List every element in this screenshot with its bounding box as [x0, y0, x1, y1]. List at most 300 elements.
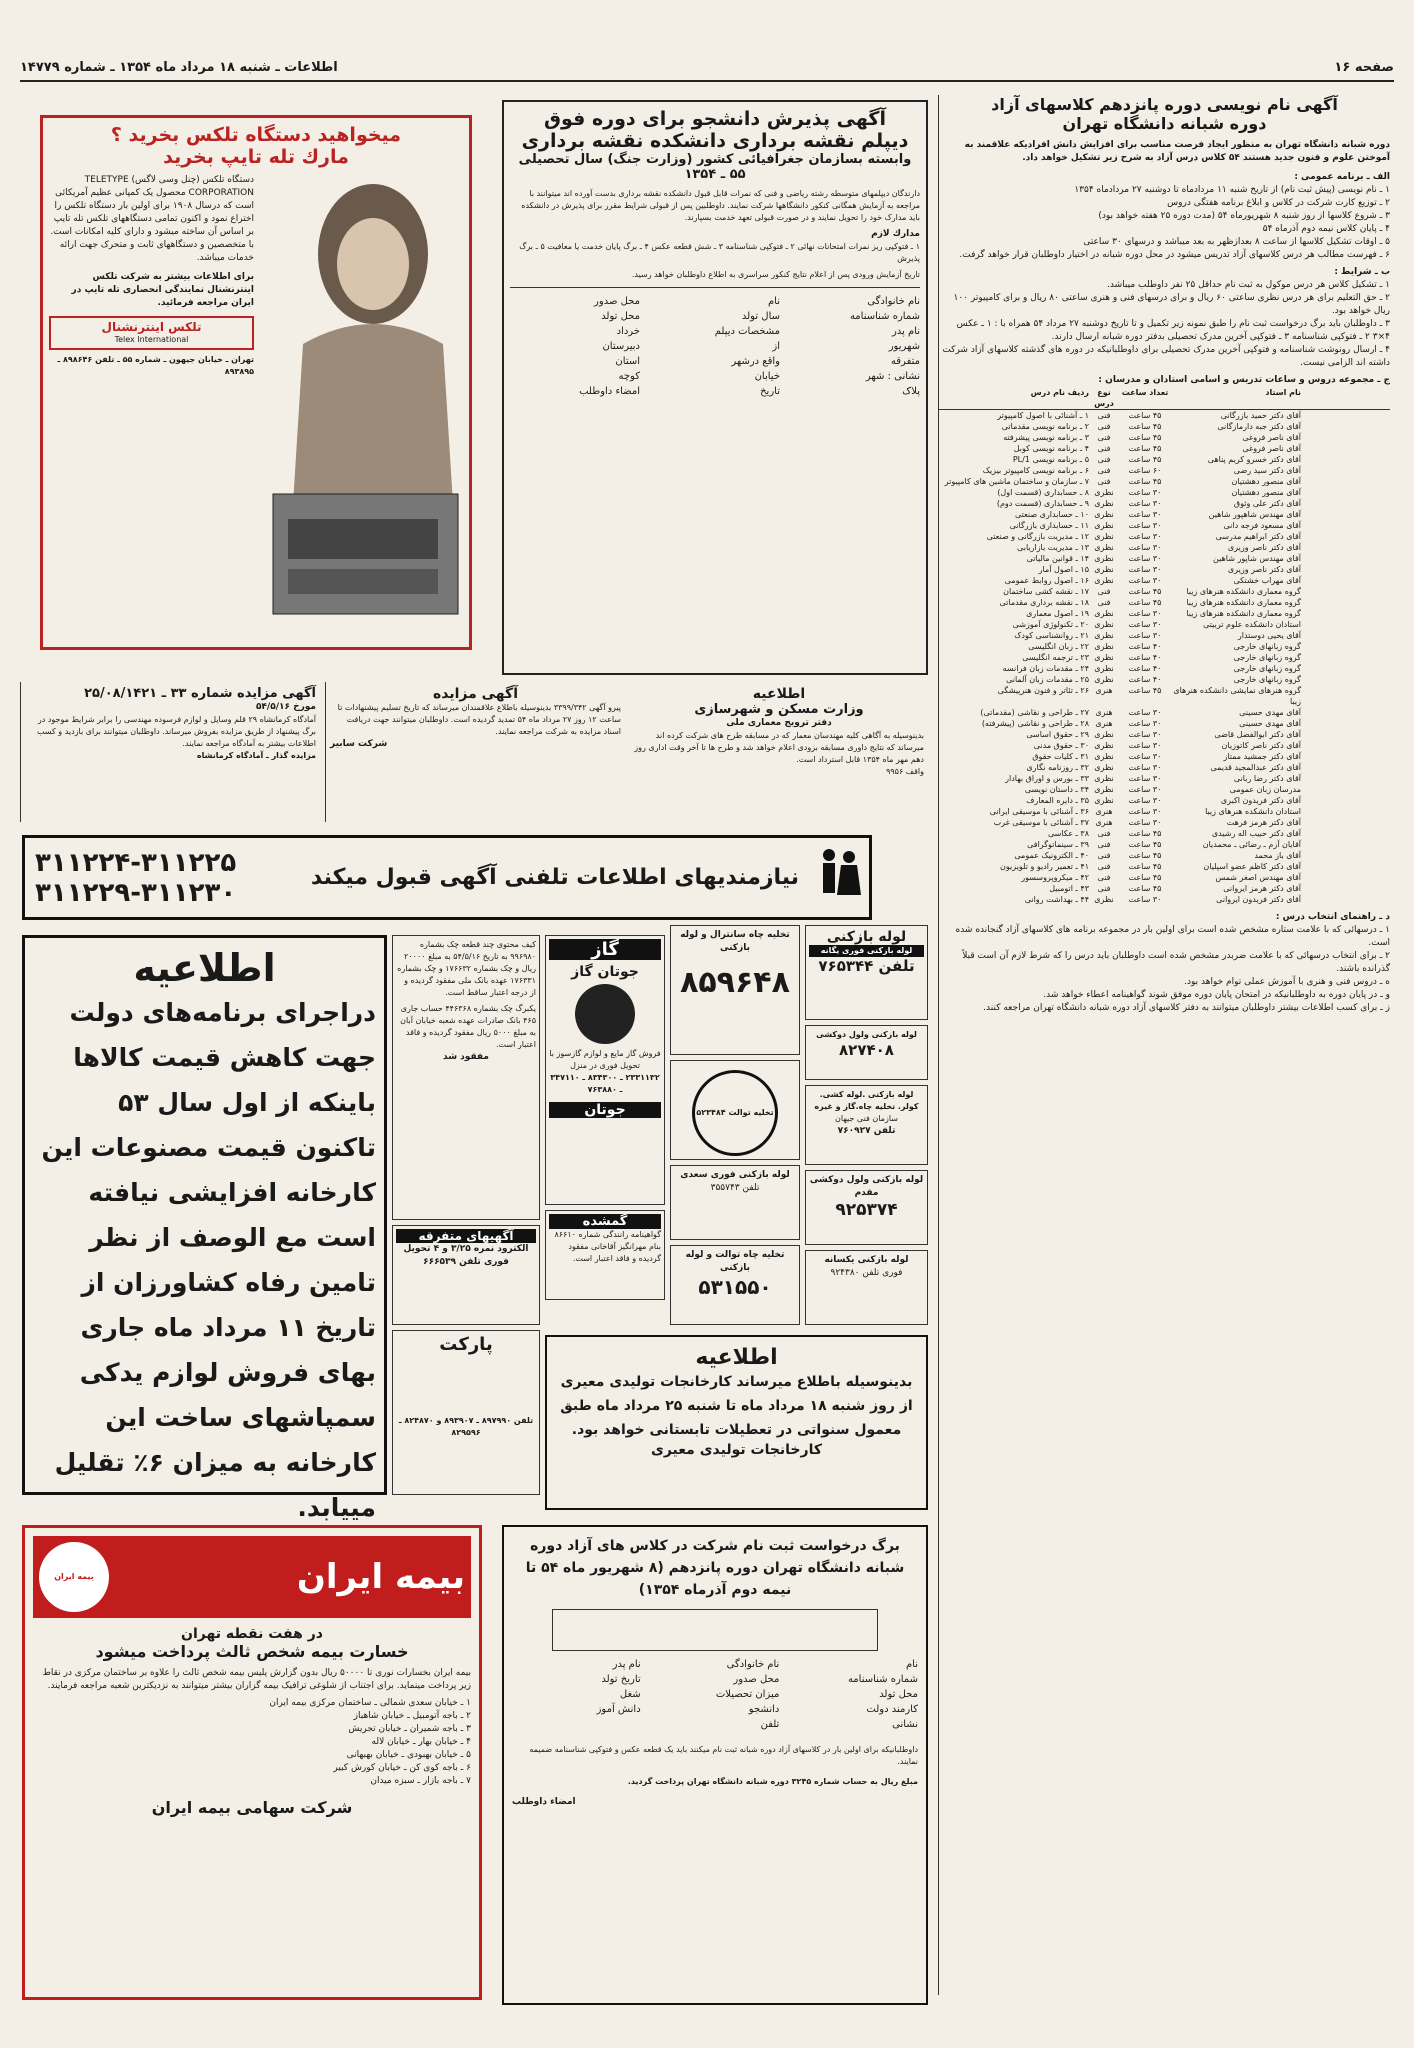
general-item: ۲ ـ توزیع کارت شرکت در کلاس و ابلاغ برنامه هفتگی دروس — [1167, 198, 1390, 208]
course-table-header — [939, 387, 1390, 410]
cartography-title-2: دیپلم نقشه برداری دانشکده نقشه برداری — [521, 130, 909, 152]
course-name: ۲۳ ـ ترجمه انگلیسی — [1022, 653, 1089, 662]
moayeri-notice — [545, 1335, 928, 1510]
course-type: فنی — [1097, 455, 1111, 464]
course-type: هنری — [1095, 719, 1113, 728]
phone-banner — [22, 835, 872, 920]
course-teacher: آقای باز محمد — [1254, 851, 1301, 860]
course-teacher: آقای مهندس اصغر شمس — [1215, 873, 1301, 882]
course-type: فنی — [1097, 422, 1111, 431]
course-name: ۳۸ ـ عکاسی — [1047, 829, 1089, 838]
plumber-phone: تلفن ۷۶۰۹۲۷ — [837, 1126, 896, 1136]
application-note: داوطلبانیکه برای اولین بار در کلاسهای آزاد دوره شبانه ثبت نام میکنند باید یک قطعه عکس و فتوکپی شناسنامه ضمیمه نمایند. — [529, 1745, 918, 1766]
course-type: نظری — [1094, 653, 1114, 662]
ministry-code: واقف ۹۹۵۶ — [886, 767, 924, 776]
section-a: الف ـ برنامه عمومی : — [1294, 172, 1390, 182]
telex-headline-2: مارك تله تايپ بخريد — [163, 146, 349, 168]
note-item: و ـ در پایان دوره به داوطلبانیکه در امتحان پایان دوره موفق شوند گواهینامه اعطاء خواهد شد. — [1043, 990, 1390, 1000]
course-teacher: آقای دکتر ناصر وزیری — [1227, 543, 1301, 552]
photo-box — [552, 1609, 878, 1651]
course-type: نظری — [1094, 675, 1114, 684]
plumber-title: لوله بازکنی .لوله کشی. کولر. تخلیه چاه.گاز و غیره — [814, 1090, 919, 1111]
course-type: هنری — [1095, 708, 1113, 717]
application-title: برگ درخواست ثبت نام شرکت در کلاس های آزاد دوره شبانه دانشگاه تهران دوره پانزدهم (۸ شهریور ماه ۵۴ تا نیمه دوم آذرماه ۱۳۵۴) — [525, 1538, 905, 1598]
app-field: نام پدر — [612, 1659, 641, 1670]
course-name: ۷ ـ سازمان و ساختمان ماشین های کامپیوتر — [944, 477, 1089, 486]
course-type: فنی — [1097, 840, 1111, 849]
course-type: فنی — [1097, 411, 1111, 420]
page-number: صفحه ۱۶ — [1334, 60, 1394, 75]
course-row — [939, 487, 1390, 498]
course-row — [939, 751, 1390, 762]
course-name: ۱۷ ـ نقشه کشی ساختمان — [1003, 587, 1089, 596]
cartography-docs: ۱ ـ فتوکپی ریز نمرات امتحانات نهائی ۲ ـ فتوکپی شناسنامه ۳ ـ شش قطعه عکس ۴ ـ برگ پایان خدمت یا معافیت ۵ ـ برگ پذیرش — [519, 242, 920, 263]
note-item: ز ـ برای کسب اطلاعات بیشتر داوطلبان میتوانند به دفتر کلاسهای آزاد دوره شبانه دانشگاه تهران مراجعه کنند. — [983, 1003, 1390, 1013]
course-teacher: آقایان آزم ـ رضائی ـ محمدیان — [1202, 840, 1301, 849]
course-hours: ۴۵ ساعت — [1128, 686, 1162, 695]
course-teacher: آقای دکتر خسرو کریم پناهی — [1207, 455, 1301, 464]
auction-footer: مزایده گذار ـ آمادگاه کرمانشاه — [196, 751, 316, 760]
course-hours: ۳۰ ساعت — [1128, 609, 1162, 618]
course-type: نظری — [1094, 543, 1114, 552]
course-row — [939, 520, 1390, 531]
course-row — [939, 685, 1390, 707]
course-name: ۱۶ ـ اصول روابط عمومی — [1004, 576, 1089, 585]
course-row — [939, 619, 1390, 630]
course-name: ۲ ـ برنامه نویسی مقدماتی — [1001, 422, 1089, 431]
header-type: نوع درس — [1094, 388, 1114, 408]
form-field: خیابان — [754, 371, 780, 382]
course-teacher: گروه زبانهای خارجی — [1233, 642, 1301, 651]
course-name: ۱۵ ـ اصول آمار — [1038, 565, 1089, 574]
form-field: نام — [767, 296, 780, 307]
general-item: ۴ ـ پایان کلاس نیمه دوم آذرماه ۵۴ — [1262, 224, 1390, 234]
bimeh-branch: ۳ ـ باجه شمیران ـ خیابان تجریش — [348, 1724, 471, 1734]
found-body: گواهینامه رانندگی شماره ۸۶۶۱۰ بنام مهرانگیز آقاخانی مفقود گردیده و فاقد اعتبار است. — [554, 1230, 661, 1263]
form-field: مشخصات دیپلم — [714, 326, 780, 337]
course-hours: ۳۰ ساعت — [1128, 730, 1162, 739]
section-b: ب ـ شرایط : — [1334, 267, 1390, 277]
course-hours: ۴۵ ساعت — [1128, 455, 1162, 464]
course-row — [939, 784, 1390, 795]
course-row — [939, 740, 1390, 751]
parket-ad — [392, 1330, 540, 1495]
course-hours: ۳۰ ساعت — [1128, 554, 1162, 563]
course-type: نظری — [1094, 796, 1114, 805]
bimeh-body: بیمه ایران بخسارات نوری تا ۵۰۰۰۰ ریال بدون گزارش پلیس بیمه شخص ثالث را علاوه بر ساختمان مرکزی در نقاط زیر پرداخت مینماید. برای اجتناب از شلوغی ترافیک بیمه گزاران بیشتر میتوانند به نزدیکترین شعبه مراجعه فرمایند. — [42, 1668, 471, 1691]
gas-logo-icon — [575, 984, 635, 1044]
course-name: ۲۴ ـ مقدمات زبان فرانسه — [1002, 664, 1089, 673]
condition-item: ۱ ـ تشکیل کلاس هر درس موکول به ثبت نام حداقل ۲۵ نفر داوطلب میباشد. — [1107, 280, 1390, 290]
course-type: هنری — [1095, 686, 1113, 695]
course-row — [939, 652, 1390, 663]
course-name: ۲۰ ـ تکنولوژی آموزشی — [1012, 620, 1089, 629]
course-row — [939, 729, 1390, 740]
ministry-title: اطلاعیه — [752, 686, 806, 702]
note-item: ۲ ـ برای انتخاب درسهائی که با علامت ضربدر مشخص شده است داوطلبان باید درس را که شرط لازم آن است قبلاً گذرانده باشند. — [962, 951, 1390, 974]
page-header — [20, 60, 1394, 82]
misc-item: الکترود نمره ۳/۲۵ و ۴ تحویل فوری تلفن ۶۶۶۵۳۹ — [403, 1244, 529, 1267]
bimeh-branch: ۶ ـ باجه کوی کن ـ خیابان کورش کبیر — [333, 1763, 471, 1773]
form-field: خرداد — [616, 326, 640, 337]
header-hours: تعداد ساعت — [1121, 388, 1169, 397]
toilet-ad — [670, 1245, 800, 1325]
course-type: فنی — [1097, 829, 1111, 838]
course-row — [939, 861, 1390, 872]
lost-body-2: یکبرگ چک بشماره ۴۴۶۳۶۸ حساب جاری ۴۶۵ بانک صادرات عهده شعبه خیابان آبان به مبلغ ۵۰۰۰ ریال مفقود گردیده و فاقد اعتبار است. — [400, 1004, 536, 1049]
course-name: ۱۹ ـ اصول معماری — [1026, 609, 1089, 618]
course-teacher: آقای دکتر هرمز ایروانی — [1223, 884, 1301, 893]
course-name: ۴۴ ـ بهداشت روانی — [1024, 895, 1089, 904]
ministry-subtitle: وزارت مسکن و شهرسازی — [694, 702, 864, 717]
course-name: ۳۶ ـ آشنائی با موسیقی ایرانی — [989, 807, 1089, 816]
course-row — [939, 597, 1390, 608]
course-name: ۳۷ ـ آشنائی با موسیقی غرب — [993, 818, 1089, 827]
bimeh-signature: شرکت سهامی بیمه ایران — [151, 1798, 353, 1817]
misc-ads — [392, 1225, 540, 1325]
form-field: استان — [615, 356, 640, 367]
bimeh-branch: ۲ ـ باجه آتومبیل ـ خیابان شاهباز — [353, 1711, 471, 1721]
plumber-phone: ۹۲۵۳۷۴ — [835, 1200, 898, 1220]
plumber-phone: تلفن ۳۵۵۷۴۳ — [710, 1183, 760, 1193]
family-icon — [809, 843, 869, 913]
course-type: نظری — [1094, 565, 1114, 574]
course-hours: ۴۰ ساعت — [1128, 664, 1162, 673]
university-ad — [938, 95, 1394, 1995]
course-teacher: آقای ناصر فروغی — [1242, 433, 1301, 442]
course-row — [939, 421, 1390, 432]
course-row — [939, 542, 1390, 553]
gas-phones: ۲۳۳۱۱۳۲ ـ ۸۳۴۳۰۰ ـ ۳۴۷۱۱۰ ـ ۷۶۳۸۸۰ — [550, 1073, 660, 1094]
university-intro: دوره شبانه دانشگاه تهران به منظور ایجاد فرصت مناسب برای افزایش دانش افرادیکه علاقمند به آموختن علوم و فنون جدید هستند ۵۴ کلاس درس آزاد به شرح زیر تشکیل خواهد داد. — [964, 140, 1390, 163]
cartography-title-1: آگهی پذیرش دانشجو برای دوره فوق — [544, 108, 886, 130]
course-teacher: آقای دکتر سید رضی — [1233, 466, 1301, 475]
found-title: گمشده — [549, 1214, 661, 1229]
course-type: نظری — [1094, 664, 1114, 673]
cartography-docs-title: مدارك لازم — [871, 229, 920, 239]
course-hours: ۳۰ ساعت — [1128, 510, 1162, 519]
course-teacher: گروه زبانهای خارجی — [1233, 653, 1301, 662]
course-name: ۳ ـ برنامه نویسی پیشرفته — [1003, 433, 1089, 442]
form-field: متفرقه — [890, 356, 920, 367]
course-hours: ۴۰ ساعت — [1128, 675, 1162, 684]
plumber-detail: لوله بازکنی فوری یگانه — [809, 945, 924, 957]
moayeri-body: بدینوسیله باطلاع میرساند کارخانجات تولیدی معیری از روز شنبه ۱۸ مرداد ماه تا شنبه ۲۵ مرداد ماه طبق معمول سنواتی در تعطیلات تابستانی خواهد بود. — [560, 1374, 913, 1438]
course-hours: ۳۰ ساعت — [1128, 576, 1162, 585]
telex-body: دستگاه تلکس (چنل وسی لاگس) TELETYPE CORPORATION محصول یک کمپانی عظیم آمریکائی است که درسال ۱۹۰۸ برای اولین بار دستگاه تلکس را اختراع نمود و اکنون تمامی دستگاههای تلکس تله تایپ بر اساس آن ساخته میشود و دارای کلیه امکانات است. با متخصصین و دستگاههای ثابت و متحرک جهت ارائه خدمات میباشد. — [50, 175, 254, 263]
course-row — [939, 575, 1390, 586]
telex-photo — [260, 174, 463, 619]
telex-footer: برای اطلاعات بیشتر به شرکت تلکس اینترنشنال نمایندگی انحصاری تله تایپ در ایران مراجعه فرمائید. — [71, 272, 254, 308]
course-name: ۶ ـ برنامه نویسی کامپیوتر بیزیک — [982, 466, 1089, 475]
course-type: فنی — [1097, 862, 1111, 871]
telex-address: تهران ـ خیابان جیهون ـ شماره ۵۵ ـ تلفن ۸۹۸۶۴۶ ـ ۸۹۳۸۹۵ — [57, 355, 254, 376]
course-name: ۲۷ ـ طراحی و نقاشی (مقدماتی) — [980, 708, 1089, 717]
notes-title: د ـ راهنمای انتخاب درس : — [1275, 912, 1390, 922]
auction-date: مورخ ۵۴/۵/۱۶ — [255, 702, 316, 712]
course-hours: ۳۰ ساعت — [1128, 719, 1162, 728]
auction2-ad — [325, 682, 625, 822]
course-row — [939, 509, 1390, 520]
condition-item: ۲ ـ حق التعلیم برای هر درس نظری ساعتی ۶۰ ریال و برای درسهای فنی و هنری ساعتی ۸۰ ریال و برای کامپیوتر ۱۰۰ ریال خواهد بود. — [953, 293, 1390, 316]
app-field: شماره شناسنامه — [847, 1674, 918, 1685]
gas-body: فروش گاز مایع و لوازم گازسوز با تحویل فوری در منزل — [549, 1049, 661, 1070]
course-teacher: آقای دکتر ناصر کاتوزیان — [1221, 741, 1301, 750]
course-type: فنی — [1097, 444, 1111, 453]
plumber-ad-5 — [805, 1250, 928, 1325]
bimeh-branch: ۷ ـ باجه بازار ـ سبزه میدان — [370, 1776, 471, 1786]
app-field: محل صدور — [733, 1674, 780, 1685]
course-name: ۲۱ ـ روانشناسی کودک — [1014, 631, 1089, 640]
course-teacher: آقای مهندس شاهپور شاهین — [1208, 510, 1301, 519]
course-hours: ۴۵ ساعت — [1128, 422, 1162, 431]
plumber-ad-4 — [805, 1170, 928, 1245]
course-name: ۲۶ ـ تئاتر و فنون هنرپیشگی — [997, 686, 1089, 695]
course-row — [939, 410, 1390, 421]
course-type: فنی — [1097, 587, 1111, 596]
lost-body-1: کیف محتوی چند قطعه چک بشماره ۹۹۶۹۸۰ به تاریخ ۵۴/۵/۱۶ به مبلغ ۲۰۰۰۰ ریال و چک بشماره ۱۷۶۶۳۲ و چک بشماره ۱۷۶۳۳۱ عهده بانک ملی مفقود گردیده و از درجه اعتبار ساقط است. — [397, 940, 536, 997]
course-name: ۲۲ ـ زبان انگلیسی — [1028, 642, 1089, 651]
course-hours: ۳۰ ساعت — [1128, 488, 1162, 497]
form-field: تاریخ — [760, 386, 780, 397]
woman-telex-illustration — [263, 174, 463, 619]
bimeh-logo-icon — [39, 1542, 109, 1612]
course-row — [939, 674, 1390, 685]
form-field: کوچه — [618, 371, 640, 382]
course-hours: ۴۰ ساعت — [1128, 642, 1162, 651]
plumber-title: لوله بازکنی فوری سعدی — [680, 1170, 790, 1180]
course-hours: ۴۵ ساعت — [1128, 862, 1162, 871]
form-field: شماره شناسنامه — [849, 311, 920, 322]
misc-header: آگهیهای متفرقه — [396, 1229, 536, 1243]
app-field: میزان تحصیلات — [715, 1689, 780, 1700]
app-field: کارمند دولت — [866, 1704, 918, 1715]
course-row — [939, 564, 1390, 575]
course-hours: ۴۵ ساعت — [1128, 411, 1162, 420]
course-name: ۴۰ ـ الکترونیک عمومی — [1014, 851, 1089, 860]
course-name: ۴۱ ـ تعمیر رادیو و تلویزیون — [1000, 862, 1089, 871]
course-teacher: آقای مهندس شاپور شاهین — [1213, 554, 1301, 563]
course-name: ۸ ـ حسابداری (قسمت اول) — [997, 488, 1089, 497]
course-hours: ۴۵ ساعت — [1128, 433, 1162, 442]
course-teacher: گروه معماری دانشکده هنرهای زیبا — [1186, 609, 1301, 618]
gas-name: جوتان گاز — [571, 964, 639, 980]
course-type: هنری — [1095, 807, 1113, 816]
course-type: فنی — [1097, 598, 1111, 607]
general-item: ۳ ـ شروع کلاسها از روز شنبه ۸ شهریورماه ۵۴ (مدت دوره ۲۵ هفته خواهد بود) — [1098, 211, 1390, 221]
course-type: نظری — [1094, 785, 1114, 794]
bimeh-branch: ۴ ـ خیابان بهار ـ خیابان لاله — [371, 1737, 471, 1747]
course-teacher: آقای ناصر فروغی — [1242, 444, 1301, 453]
course-type: هنری — [1095, 818, 1113, 827]
course-name: ۱۰ ـ حسابداری صنعتی — [1014, 510, 1089, 519]
course-type: نظری — [1094, 554, 1114, 563]
form-field: واقع درشهر — [731, 356, 780, 367]
phone-numbers-1: ۳۱۱۲۲۴-۳۱۱۲۲۵ — [35, 847, 237, 878]
cartography-body: دارندگان دیپلمهای متوسطه رشته ریاضی و فنی که نمرات قابل قبول دانشکده نقشه برداری بدست آورده اند میتوانند با مراجعه به آزمایش همگانی کنکور دانشگاهها شرکت نمایند. داوطلبین پس از قبولی شرایط مقرر برای پذیرش در دانشکده باید مدارک خود را تحویل نمایند و در صورت قبولی تعهد خدمت بسپارند. — [521, 189, 920, 222]
gas-brand: گاز — [549, 939, 661, 960]
form-field: نام پدر — [891, 326, 920, 337]
course-type: نظری — [1094, 752, 1114, 761]
telex-headline-1: میخواهید دستگاه تلکس بخرید ؟ — [110, 124, 402, 146]
course-name: ۳۳ ـ بورس و اوراق بهادار — [1005, 774, 1089, 783]
course-teacher: آقای دکتر رضا ربانی — [1233, 774, 1301, 783]
course-row — [939, 817, 1390, 828]
ministry-ad — [630, 682, 928, 822]
lost-title: مفقود شد — [443, 1052, 489, 1062]
form-field: محل تولد — [601, 311, 640, 322]
gas-ad — [545, 935, 665, 1205]
course-type: نظری — [1094, 642, 1114, 651]
course-hours: ۴۵ ساعت — [1128, 829, 1162, 838]
course-hours: ۴۵ ساعت — [1128, 851, 1162, 860]
course-name: ۲۹ ـ حقوق اساسی — [1026, 730, 1089, 739]
course-row — [939, 476, 1390, 487]
course-teacher: آقای مسعود فرجه دانی — [1223, 521, 1301, 530]
course-hours: ۳۰ ساعت — [1128, 796, 1162, 805]
course-type: نظری — [1094, 510, 1114, 519]
plumber-ad-2 — [805, 1025, 928, 1080]
course-hours: ۳۰ ساعت — [1128, 532, 1162, 541]
course-name: ۳۱ ـ کلیات حقوق — [1032, 752, 1089, 761]
course-name: ۵ ـ برنامه نویسی PL/1 — [1012, 455, 1089, 464]
course-row — [939, 608, 1390, 619]
ministry-body: بدینوسیله به آگاهی کلیه مهندسان معمار که در مسابقه طرح های شرکت کرده اند میرساند که نتایج داوری مسابقه بزودی اعلام خواهد شد و طرح ها تا آخر وقت اداری روز دهم مهر ماه ۱۳۵۴ قابل استرداد است. — [634, 731, 924, 764]
plumber-ad-sadi — [670, 1165, 800, 1240]
course-row — [939, 795, 1390, 806]
course-type: نظری — [1094, 488, 1114, 497]
course-type: فنی — [1097, 884, 1111, 893]
course-hours: ۴۵ ساعت — [1128, 477, 1162, 486]
course-teacher: آقای دکتر عبدالمجید قدیمی — [1210, 763, 1301, 772]
course-name: ۴۳ ـ اتومبیل — [1049, 884, 1089, 893]
course-row — [939, 894, 1390, 905]
condition-item: ۴ ـ ارسال رونوشت شناسنامه و فتوکپی آخرین مدرک تحصیلی برای داوطلبانیکه در دوره های گذشته کلاسهای آزاد شرکت داشته اند الزامی نیست. — [942, 345, 1390, 368]
note-item: ه ـ دروس فنی و هنری با آموزش عملی توام خواهد بود. — [1184, 977, 1390, 987]
course-name: ۱۳ ـ مدیریت بازاریابی — [1017, 543, 1089, 552]
course-name: ۱۸ ـ نقشه برداری مقدماتی — [999, 598, 1089, 607]
course-hours: ۳۰ ساعت — [1128, 895, 1162, 904]
course-type: نظری — [1094, 499, 1114, 508]
course-teacher: گروه زبانهای خارجی — [1233, 675, 1301, 684]
lost-items — [392, 935, 540, 1220]
course-type: نظری — [1094, 631, 1114, 640]
course-type: نظری — [1094, 609, 1114, 618]
course-hours: ۴۵ ساعت — [1128, 884, 1162, 893]
course-row — [939, 586, 1390, 597]
well-phone: ۸۵۹۶۴۸ — [680, 965, 790, 1000]
course-hours: ۴۵ ساعت — [1128, 587, 1162, 596]
cartography-form — [510, 296, 920, 397]
well-title: تخلیه چاه سانترال و لوله بازکنی — [680, 930, 790, 953]
app-field: تلفن — [760, 1719, 780, 1730]
bimeh-branch: ۵ ـ خیابان بهبودی ـ خیابان بهبهانی — [346, 1750, 471, 1760]
course-hours: ۴۵ ساعت — [1128, 873, 1162, 882]
plumber-phone: تلفن ۷۶۵۳۴۴ — [818, 957, 915, 975]
course-row — [939, 663, 1390, 674]
course-name: ۱۲ ـ مدیریت بازرگانی و صنعتی — [986, 532, 1089, 541]
form-field: شهریور — [888, 341, 920, 352]
course-row — [939, 762, 1390, 773]
course-teacher: گروه معماری دانشکده هنرهای زیبا — [1186, 598, 1301, 607]
application-fields — [512, 1659, 918, 1730]
course-row — [939, 883, 1390, 894]
moayeri-signature: کارخانجات تولیدی معیری — [651, 1442, 822, 1458]
course-type: فنی — [1097, 477, 1111, 486]
course-name: ۴ ـ برنامه نویسی کوبل — [1013, 444, 1089, 453]
course-type: نظری — [1094, 774, 1114, 783]
course-teacher: آقای دکتر هرمز فرهت — [1226, 818, 1301, 827]
course-row — [939, 828, 1390, 839]
auction-body: آمادگاه کرمانشاه ۲۹ قلم وسایل و لوازم فرسوده مهندسی را برابر شرایط موجود در برگ پیشنهاد از طریق مزایده بفروش میرساند. داوطلبان میتوانند برای بازدید و کسب اطلاعات بیشتر به آمادگاه مراجعه نمایند. — [36, 715, 316, 748]
auction2-footer: شرکت سابیر — [330, 739, 388, 749]
course-teacher: گروه هنرهای نمایشی دانشکده هنرهای زیبا — [1173, 686, 1301, 706]
issue-info: اطلاعات ـ شنبه ۱۸ مرداد ماه ۱۳۵۴ ـ شماره ۱۴۷۷۹ — [20, 60, 338, 75]
course-row — [939, 641, 1390, 652]
course-row — [939, 806, 1390, 817]
course-type: فنی — [1097, 433, 1111, 442]
course-name: ۳۹ ـ سینماتوگرافی — [1027, 840, 1089, 849]
cartography-ad — [502, 100, 928, 675]
bimeh-headline: خسارت بیمه شخص ثالث پرداخت میشود — [95, 1642, 409, 1661]
telex-ad — [40, 115, 472, 650]
course-row — [939, 465, 1390, 476]
toilet-badge-circle — [692, 1070, 778, 1156]
course-teacher: آقای منصور دهشتیان — [1231, 488, 1301, 497]
course-hours: ۴۵ ساعت — [1128, 444, 1162, 453]
course-teacher: آقای دکتر علی وثوق — [1233, 499, 1301, 508]
course-hours: ۳۰ ساعت — [1128, 774, 1162, 783]
course-teacher: آقای دکتر ناصر وزیری — [1227, 565, 1301, 574]
course-name: ۳۴ ـ داستان نویسی — [1024, 785, 1089, 794]
app-field: شغل — [619, 1689, 641, 1700]
course-type: نظری — [1094, 532, 1114, 541]
factory-notice-title: اطلاعیه — [133, 946, 276, 990]
course-hours: ۴۰ ساعت — [1128, 653, 1162, 662]
moayeri-title: اطلاعیه — [695, 1345, 778, 1370]
course-teacher: آقای دکتر فریدون اکبری — [1220, 796, 1301, 805]
course-name: ۹ ـ حسابداری (قسمت دوم) — [996, 499, 1089, 508]
toilet-badge — [670, 1060, 800, 1160]
plumber-title: لوله بازکنی ولول دوکشی — [816, 1030, 917, 1039]
factory-notice — [22, 935, 387, 1522]
form-field: سال تولد — [741, 311, 780, 322]
course-hours: ۳۰ ساعت — [1128, 763, 1162, 772]
university-title-2: دوره شبانه دانشگاه تهران — [1062, 114, 1267, 133]
application-payment: مبلغ ریال به حساب شماره ۳۲۴۵ دوره شبانه دانشگاه تهران پرداخت گردید. — [627, 1777, 918, 1786]
course-hours: ۳۰ ساعت — [1128, 741, 1162, 750]
course-teacher: آقای دکتر ابوالفضل قاضی — [1214, 730, 1301, 739]
course-teacher: گروه معماری دانشکده هنرهای زیبا — [1186, 587, 1301, 596]
course-row — [939, 839, 1390, 850]
course-name: ۳۵ ـ دایره المعارف — [1026, 796, 1089, 805]
general-item: ۵ ـ اوقات تشکیل کلاسها از ساعت ۸ بعدازظهر به بعد میباشد و درسهای ۳۰ ساعتی — [1083, 237, 1390, 247]
form-field: پلاک — [902, 386, 920, 397]
bimeh-ad — [22, 1525, 482, 2000]
bimeh-logo-text: بیمه ایران — [54, 1572, 94, 1581]
course-teacher: آقای دکتر کاظم عضو اسپلیان — [1203, 862, 1301, 871]
course-row — [939, 773, 1390, 784]
course-teacher: مدرسان زبان عمومی — [1229, 785, 1301, 794]
table-intro: ج ـ مجموعه دروس و ساعات تدریس و اسامی استادان و مدرسان : — [1098, 375, 1390, 385]
course-row — [939, 630, 1390, 641]
course-teacher: آقای دکتر ابراهیم مدرسی — [1215, 532, 1301, 541]
course-row — [939, 850, 1390, 861]
course-name: ۱۴ ـ قوانین مالیاتی — [1026, 554, 1089, 563]
course-hours: ۴۵ ساعت — [1128, 840, 1162, 849]
auction-title: آگهی مزایده شماره ۳۳ ـ ۲۵/۰۸/۱۴۲۱ — [84, 686, 316, 701]
course-teacher: آقای منصور دهشتیان — [1231, 477, 1301, 486]
